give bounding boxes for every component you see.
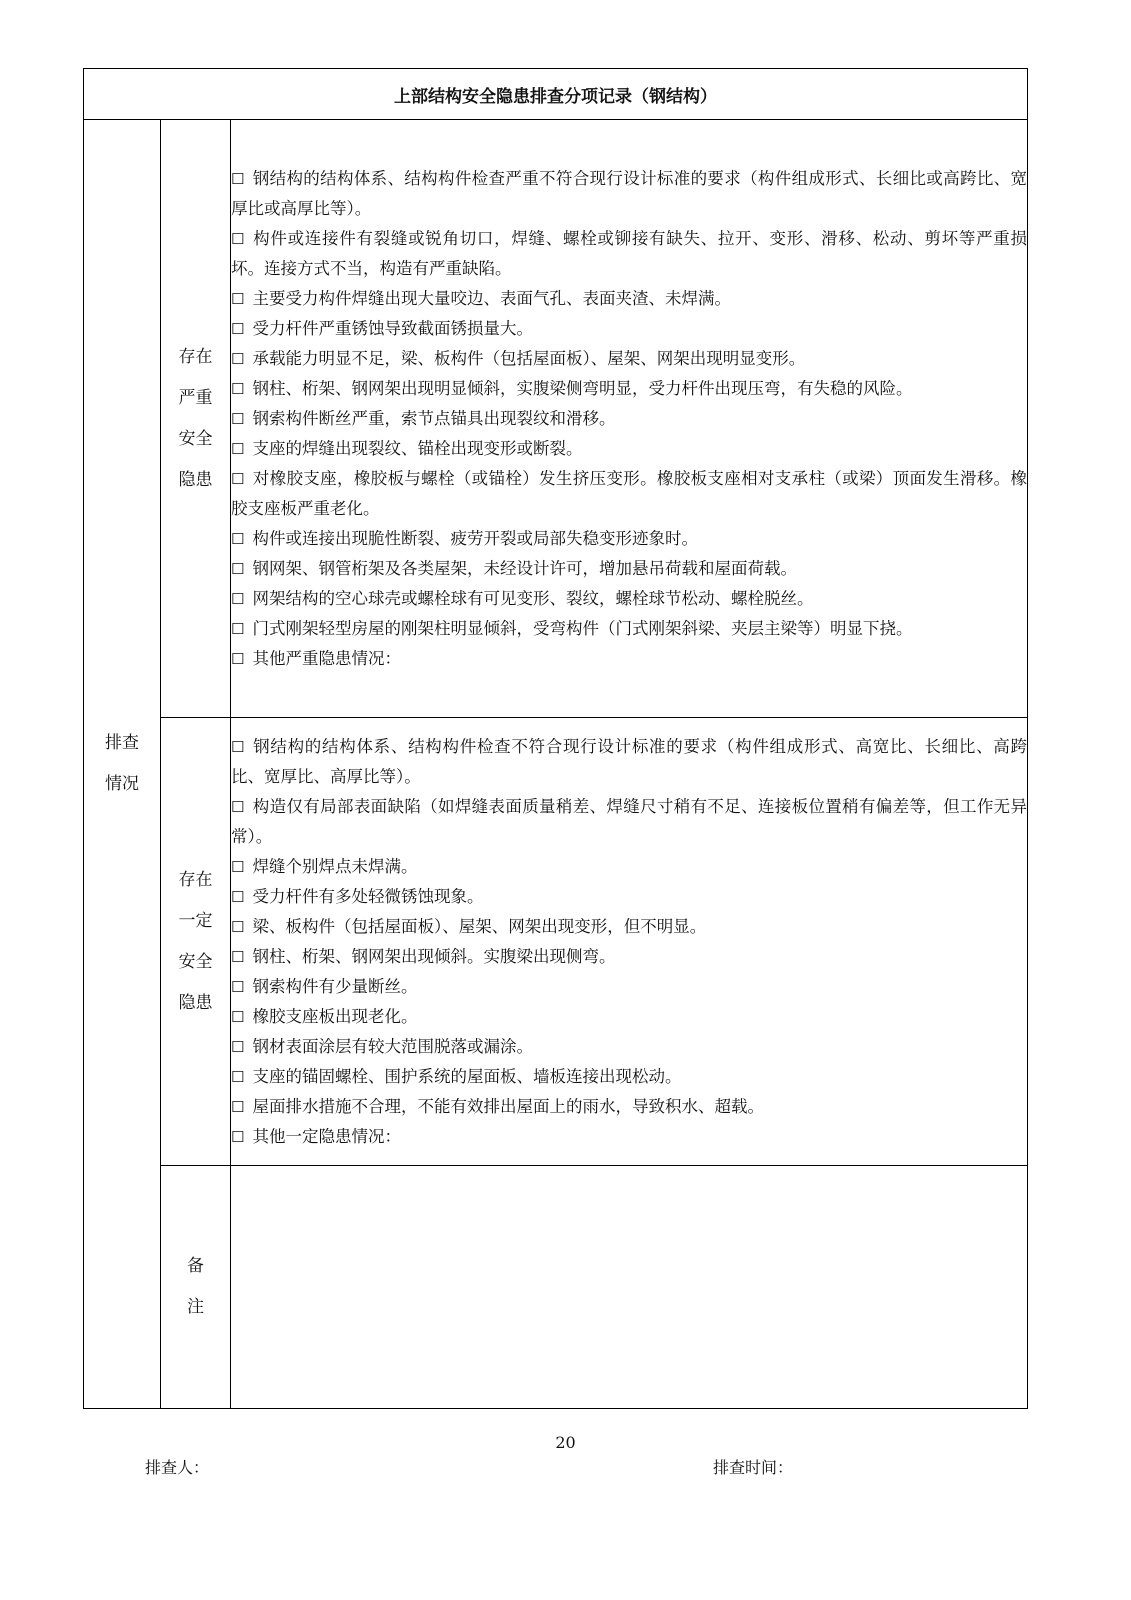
checklist-item xyxy=(231,404,1027,434)
checkbox[interactable]: ☐ xyxy=(231,409,245,428)
checklist-item xyxy=(231,1092,1027,1122)
label-line: 隐患 xyxy=(178,992,213,1013)
certain-hazard-items xyxy=(231,718,1028,1166)
checklist-item-text: 焊缝个别焊点未焊满。 xyxy=(252,856,418,876)
label-line: 安全 xyxy=(178,428,213,449)
checklist-item-text: 支座的焊缝出现裂纹、锚栓出现变形或断裂。 xyxy=(252,438,583,458)
label-line: 存在 xyxy=(178,869,213,890)
checkbox[interactable]: ☐ xyxy=(231,169,245,188)
checkbox[interactable]: ☐ xyxy=(231,1097,245,1116)
checkbox[interactable]: ☐ xyxy=(231,559,245,578)
checklist-item-text: 钢材表面涂层有较大范围脱落或漏涂。 xyxy=(252,1036,533,1056)
checklist-item xyxy=(231,374,1027,404)
inspection-situation-label xyxy=(84,120,161,1409)
checkbox[interactable]: ☐ xyxy=(231,1127,245,1146)
checklist-item-text: 构造仅有局部表面缺陷（如焊缝表面质量稍差、焊缝尺寸稍有不足、连接板位置稍有偏差等，但工作无异常）。 xyxy=(231,796,1027,846)
inspector-label: 排查人： xyxy=(145,1458,210,1477)
checkbox[interactable]: ☐ xyxy=(231,797,245,816)
severe-hazard-items xyxy=(231,120,1028,718)
checklist-item-text: 钢柱、桁架、钢网架出现明显倾斜，实腹梁侧弯明显，受力杆件出现压弯，有失稳的风险。 xyxy=(252,378,913,398)
inspection-time-label: 排查时间： xyxy=(713,1458,794,1477)
checklist-item xyxy=(231,1122,1027,1152)
checkbox[interactable]: ☐ xyxy=(231,917,245,936)
checklist-item xyxy=(231,554,1027,584)
outer-label-line: 情况 xyxy=(105,774,139,794)
checklist-item xyxy=(231,284,1027,314)
checklist-item xyxy=(231,434,1027,464)
checkbox[interactable]: ☐ xyxy=(231,737,245,756)
checklist-item xyxy=(231,912,1027,942)
checkbox[interactable]: ☐ xyxy=(231,887,245,906)
checklist-item xyxy=(231,524,1027,554)
checklist-item-text: 承载能力明显不足，梁、板构件（包括屋面板）、屋架、网架出现明显变形。 xyxy=(252,348,806,368)
checklist-item-text: 构件或连接出现脆性断裂、疲劳开裂或局部失稳变形迹象时。 xyxy=(252,528,698,548)
checklist-item xyxy=(231,852,1027,882)
inspection-record-table xyxy=(83,68,1028,1409)
table-title: 上部结构安全隐患排查分项记录（钢结构） xyxy=(84,69,1028,120)
checkbox[interactable]: ☐ xyxy=(231,589,245,608)
checklist-item xyxy=(231,584,1027,614)
checkbox[interactable]: ☐ xyxy=(231,349,245,368)
label-line: 严重 xyxy=(178,387,213,408)
checklist-item-text: 钢结构的结构体系、结构构件检查严重不符合现行设计标准的要求（构件组成形式、长细比或高跨比、宽厚比或高厚比等）。 xyxy=(231,168,1027,218)
checkbox[interactable]: ☐ xyxy=(231,1037,245,1056)
checkbox[interactable]: ☐ xyxy=(231,319,245,338)
checklist-item xyxy=(231,1062,1027,1092)
checklist-item xyxy=(231,972,1027,1002)
checklist-item-text: 橡胶支座板出现老化。 xyxy=(252,1006,418,1026)
checklist-item xyxy=(231,164,1027,224)
remark-label xyxy=(161,1166,231,1409)
checklist-item-text: 钢结构的结构体系、结构构件检查不符合现行设计标准的要求（构件组成形式、高宽比、长细比、高跨比、宽厚比、高厚比等）。 xyxy=(231,736,1027,786)
checklist-item-text: 受力杆件有多处轻微锈蚀现象。 xyxy=(252,886,484,906)
checkbox[interactable]: ☐ xyxy=(231,1007,245,1026)
checklist-item xyxy=(231,1032,1027,1062)
checklist-item-text: 钢网架、钢管桁架及各类屋架，未经设计许可，增加悬吊荷载和屋面荷载。 xyxy=(252,558,797,578)
checkbox[interactable]: ☐ xyxy=(231,289,245,308)
checklist-item-text: 受力杆件严重锈蚀导致截面锈损量大。 xyxy=(252,318,533,338)
remark-field[interactable] xyxy=(231,1166,1028,1409)
checklist-item-text: 网架结构的空心球壳或螺栓球有可见变形、裂纹，螺栓球节松动、螺栓脱丝。 xyxy=(252,588,814,608)
label-line: 存在 xyxy=(178,346,213,367)
checklist-item-text: 梁、板构件（包括屋面板）、屋架、网架出现变形，但不明显。 xyxy=(252,916,707,936)
checklist-item-text: 钢索构件断丝严重，索节点锚具出现裂纹和滑移。 xyxy=(252,408,616,428)
checklist-item-text: 其他严重隐患情况： xyxy=(252,648,401,668)
checklist-item-text: 构件或连接件有裂缝或锐角切口，焊缝、螺栓或铆接有缺失、拉开、变形、滑移、松动、剪坏等严重损坏。连接方式不当，构造有严重缺陷。 xyxy=(231,228,1027,278)
label-line: 隐患 xyxy=(178,469,213,490)
checkbox[interactable]: ☐ xyxy=(231,947,245,966)
label-line: 备 xyxy=(187,1256,204,1276)
checkbox[interactable]: ☐ xyxy=(231,649,245,668)
checklist-item-text: 对橡胶支座，橡胶板与螺栓（或锚栓）发生挤压变形。橡胶板支座相对支承柱（或梁）顶面发生滑移。橡胶支座板严重老化。 xyxy=(231,468,1027,518)
checklist-item xyxy=(231,224,1027,284)
label-line: 安全 xyxy=(178,951,213,972)
checklist-item xyxy=(231,942,1027,972)
checkbox[interactable]: ☐ xyxy=(231,229,245,248)
checklist-item xyxy=(231,732,1027,792)
certain-hazard-label xyxy=(161,718,231,1166)
checklist-item xyxy=(231,792,1027,852)
page-number: 20 xyxy=(555,1433,576,1452)
checklist-item-text: 主要受力构件焊缝出现大量咬边、表面气孔、表面夹渣、未焊满。 xyxy=(252,288,731,308)
checklist-item-text: 钢索构件有少量断丝。 xyxy=(252,976,418,996)
checkbox[interactable]: ☐ xyxy=(231,529,245,548)
checkbox[interactable]: ☐ xyxy=(231,619,245,638)
checklist-item-text: 支座的锚固螺栓、围护系统的屋面板、墙板连接出现松动。 xyxy=(252,1066,682,1086)
checklist-item xyxy=(231,882,1027,912)
severe-hazard-label xyxy=(161,120,231,718)
checklist-item xyxy=(231,644,1027,674)
checkbox[interactable]: ☐ xyxy=(231,379,245,398)
checklist-item xyxy=(231,1002,1027,1032)
label-line: 注 xyxy=(187,1297,204,1317)
checklist-item-text: 其他一定隐患情况： xyxy=(252,1126,401,1146)
checkbox[interactable]: ☐ xyxy=(231,857,245,876)
outer-label-line: 排查 xyxy=(105,733,139,753)
checklist-item xyxy=(231,314,1027,344)
checklist-item-text: 门式刚架轻型房屋的刚架柱明显倾斜，受弯构件（门式刚架斜梁、夹层主梁等）明显下挠。 xyxy=(252,618,913,638)
checkbox[interactable]: ☐ xyxy=(231,469,245,488)
checklist-item xyxy=(231,614,1027,644)
checklist-item xyxy=(231,344,1027,374)
checklist-item-text: 钢柱、桁架、钢网架出现倾斜。实腹梁出现侧弯。 xyxy=(252,946,616,966)
checklist-item-text: 屋面排水措施不合理，不能有效排出屋面上的雨水，导致积水、超载。 xyxy=(252,1096,764,1116)
checkbox[interactable]: ☐ xyxy=(231,439,245,458)
checkbox[interactable]: ☐ xyxy=(231,977,245,996)
label-line: 一定 xyxy=(178,910,213,931)
checkbox[interactable]: ☐ xyxy=(231,1067,245,1086)
checklist-item xyxy=(231,464,1027,524)
